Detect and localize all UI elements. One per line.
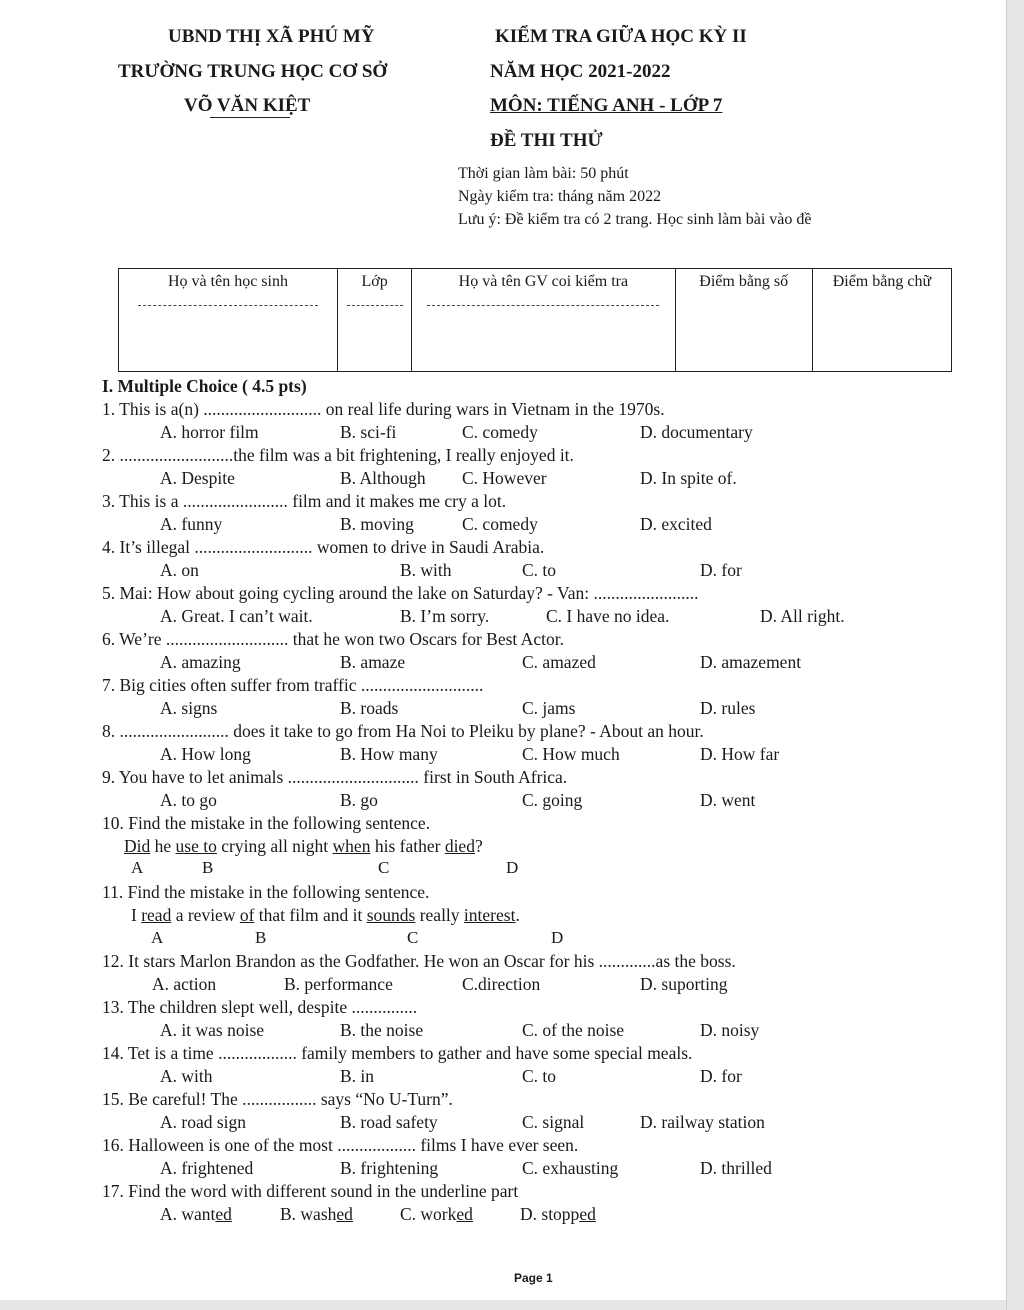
student-name-line	[138, 305, 318, 306]
exam-date: Ngày kiểm tra: tháng năm 2022	[458, 188, 662, 205]
q13-option-a[interactable]: A. it was noise	[160, 1020, 265, 1040]
q2-option-a[interactable]: A. Despite	[160, 468, 235, 488]
question-17: 17. Find the word with different sound in the underline part	[102, 1181, 519, 1201]
q14-option-c[interactable]: C. to	[522, 1066, 557, 1086]
q1-option-d[interactable]: D. documentary	[640, 422, 753, 442]
school-year: NĂM HỌC 2021-2022	[490, 61, 671, 82]
q14-option-a[interactable]: A. with	[160, 1066, 213, 1086]
q13-option-c[interactable]: C. of the noise	[522, 1020, 625, 1040]
section-title: I. Multiple Choice ( 4.5 pts)	[102, 376, 307, 396]
class-header: Lớp	[361, 273, 388, 290]
q8-option-b[interactable]: B. How many	[340, 744, 438, 764]
question-6: 6. We’re ............................ that he won two Oscars for Best Actor.	[102, 629, 564, 649]
question-13: 13. The children slept well, despite ...............	[102, 997, 418, 1017]
q6-option-c[interactable]: C. amazed	[522, 652, 596, 672]
q11-letter-d: D	[551, 928, 564, 947]
question-5: 5. Mai: How about going cycling around the lake on Saturday? - Van: ........................	[102, 583, 699, 603]
school-type: TRƯỜNG TRUNG HỌC CƠ SỞ	[118, 61, 388, 82]
q6-option-d[interactable]: D. amazement	[700, 652, 802, 672]
exam-type: ĐỀ THI THỬ	[490, 130, 603, 151]
q17-c-stem: C. work	[400, 1204, 457, 1224]
q10-letter-b: B	[202, 858, 214, 877]
question-4: 4. It’s illegal ........................... women to drive in Saudi Arabia.	[102, 537, 545, 557]
q11-text-0: I	[131, 905, 142, 925]
q12-option-b[interactable]: B. performance	[284, 974, 393, 994]
q15-option-d[interactable]: D. railway station	[640, 1112, 765, 1132]
q1-option-c[interactable]: C. comedy	[462, 422, 538, 442]
q17-a-ending: ed	[215, 1204, 232, 1224]
q17-d-ending: ed	[579, 1204, 596, 1224]
q11-letter-c: C	[407, 928, 419, 947]
q11-part-b[interactable]: of	[239, 905, 255, 925]
q15-option-c[interactable]: C. signal	[522, 1112, 585, 1132]
proctor-header: Họ và tên GV coi kiểm tra	[458, 273, 629, 290]
q11-part-d[interactable]: interest	[463, 905, 516, 925]
score-words-header: Điểm bằng chữ	[832, 273, 932, 290]
q10-part-a[interactable]: Did	[124, 836, 151, 856]
q11-sentence	[131, 905, 520, 926]
question-10: 10. Find the mistake in the following sentence.	[102, 813, 431, 833]
score-number-header: Điểm bằng số	[699, 273, 789, 290]
q14-option-b[interactable]: B. in	[340, 1066, 375, 1086]
q8-option-d[interactable]: D. How far	[700, 744, 780, 764]
q10-letter-c: C	[378, 858, 390, 877]
exam-title: KIỂM TRA GIỮA HỌC KỲ II	[495, 26, 747, 47]
question-9: 9. You have to let animals .............................. first in South Africa.	[102, 767, 568, 787]
q16-option-b[interactable]: B. frightening	[340, 1158, 439, 1178]
q5-option-c[interactable]: C. I have no idea.	[546, 606, 670, 626]
q5-option-b[interactable]: B. I’m sorry.	[400, 606, 490, 626]
school-underline	[210, 117, 290, 118]
question-12: 12. It stars Marlon Brandon as the Godfather. He won an Oscar for his .............as the boss.	[102, 951, 736, 971]
class-line	[347, 305, 403, 306]
q7-option-a[interactable]: A. signs	[160, 698, 218, 718]
q3-option-d[interactable]: D. excited	[640, 514, 712, 534]
score-number-cell[interactable]	[675, 269, 812, 372]
q7-option-b[interactable]: B. roads	[340, 698, 399, 718]
question-15: 15. Be careful! The ................. says “No U-Turn”.	[102, 1089, 453, 1109]
q5-option-a[interactable]: A. Great. I can’t wait.	[160, 606, 313, 626]
q17-option-b[interactable]	[280, 1204, 353, 1225]
q11-part-a[interactable]: read	[141, 905, 172, 925]
q12-option-d[interactable]: D. suporting	[640, 974, 728, 994]
q6-option-b[interactable]: B. amaze	[340, 652, 406, 672]
student-name-cell[interactable]	[119, 269, 338, 372]
score-words-cell[interactable]	[812, 269, 951, 372]
q4-option-d[interactable]: D. for	[700, 560, 742, 580]
q6-option-a[interactable]: A. amazing	[160, 652, 241, 672]
q16-option-c[interactable]: C. exhausting	[522, 1158, 619, 1178]
q9-option-c[interactable]: C. going	[522, 790, 583, 810]
q11-letter-a: A	[151, 928, 164, 947]
q4-option-b[interactable]: B. with	[400, 560, 452, 580]
q13-option-d[interactable]: D. noisy	[700, 1020, 760, 1040]
q9-option-d[interactable]: D. went	[700, 790, 756, 810]
q10-part-d[interactable]: died	[444, 836, 475, 856]
q8-option-c[interactable]: C. How much	[522, 744, 620, 764]
q15-option-a[interactable]: A. road sign	[160, 1112, 247, 1132]
q14-option-d[interactable]: D. for	[700, 1066, 742, 1086]
question-8: 8. ......................... does it take to go from Ha Noi to Pleiku by plane? - About an hour.	[102, 721, 704, 741]
subject: MÔN: TIẾNG ANH - LỚP 7	[490, 95, 723, 116]
q17-a-stem: A. want	[160, 1204, 216, 1224]
q3-option-a[interactable]: A. funny	[160, 514, 223, 534]
q5-option-d[interactable]: D. All right.	[760, 606, 845, 626]
question-7: 7. Big cities often suffer from traffic ............................	[102, 675, 484, 695]
q16-option-d[interactable]: D. thrilled	[700, 1158, 772, 1178]
question-16: 16. Halloween is one of the most .................. films I have ever seen.	[102, 1135, 579, 1155]
q2-option-c[interactable]: C. However	[462, 468, 547, 488]
q2-option-d[interactable]: D. In spite of.	[640, 468, 737, 488]
viewer-bottom-edge	[0, 1300, 1006, 1310]
q16-option-a[interactable]: A. frightened	[160, 1158, 254, 1178]
q17-option-a[interactable]	[160, 1204, 232, 1225]
school-name: VÕ VĂN KIỆT	[184, 95, 311, 116]
q15-option-b[interactable]: B. road safety	[340, 1112, 438, 1132]
question-2: 2. ..........................the film was a bit frightening, I really enjoyed it.	[102, 445, 574, 465]
q9-option-b[interactable]: B. go	[340, 790, 378, 810]
district-name: UBND THỊ XÃ PHÚ MỸ	[168, 26, 375, 47]
q10-text-2: crying all night	[216, 836, 333, 856]
q17-c-ending: ed	[456, 1204, 473, 1224]
q10-part-c[interactable]: when	[332, 836, 371, 856]
class-cell[interactable]	[337, 269, 411, 372]
duration: Thời gian làm bài: 50 phút	[458, 165, 629, 182]
question-14: 14. Tet is a time .................. family members to gather and have some special meals.	[102, 1043, 693, 1063]
q17-d-stem: D. stopp	[520, 1204, 580, 1224]
q17-option-d[interactable]	[520, 1204, 596, 1225]
q8-option-a[interactable]: A. How long	[160, 744, 251, 764]
q4-option-c[interactable]: C. to	[522, 560, 557, 580]
exam-note: Lưu ý: Đề kiểm tra có 2 trang. Học sinh làm bài vào đề	[458, 211, 812, 228]
q9-option-a[interactable]: A. to go	[160, 790, 217, 810]
question-1: 1. This is a(n) ........................... on real life during wars in Vietnam in the 1970s.	[102, 399, 665, 419]
q1-option-b[interactable]: B. sci-fi	[340, 422, 397, 442]
q4-option-a[interactable]: A. on	[160, 560, 199, 580]
q17-option-c[interactable]	[400, 1204, 473, 1225]
q2-option-b[interactable]: B. Although	[340, 468, 426, 488]
question-3: 3. This is a ........................ film and it makes me cry a lot.	[102, 491, 507, 511]
q10-sentence	[124, 836, 483, 857]
student-info-table	[118, 268, 952, 372]
q11-part-c[interactable]: sounds	[366, 905, 416, 925]
q10-letter-d: D	[506, 858, 519, 877]
q12-option-c[interactable]: C.direction	[462, 974, 541, 994]
q17-b-stem: B. wash	[280, 1204, 337, 1224]
q17-b-ending: ed	[336, 1204, 353, 1224]
q3-option-c[interactable]: C. comedy	[462, 514, 538, 534]
q7-option-c[interactable]: C. jams	[522, 698, 576, 718]
q10-text-1: he	[150, 836, 176, 856]
q1-option-a[interactable]: A. horror film	[160, 422, 259, 442]
q10-text-3: his father	[370, 836, 445, 856]
viewer-right-edge	[1006, 0, 1024, 1310]
student-name-header: Họ và tên học sinh	[167, 273, 288, 290]
q11-text-4: .	[515, 905, 520, 925]
q11-text-3: really	[415, 905, 464, 925]
q10-letter-a: A	[131, 858, 144, 877]
q10-text-4: ?	[474, 836, 483, 856]
q12-option-a[interactable]: A. action	[152, 974, 217, 994]
proctor-cell[interactable]	[412, 269, 675, 372]
q13-option-b[interactable]: B. the noise	[340, 1020, 424, 1040]
q11-text-2: that film and it	[254, 905, 367, 925]
q10-part-b[interactable]: use to	[175, 836, 217, 856]
proctor-line	[427, 305, 659, 306]
q7-option-d[interactable]: D. rules	[700, 698, 756, 718]
q11-letter-b: B	[255, 928, 267, 947]
q3-option-b[interactable]: B. moving	[340, 514, 414, 534]
question-11: 11. Find the mistake in the following sentence.	[102, 882, 430, 902]
q11-text-1: a review	[171, 905, 240, 925]
page-number: Page 1	[514, 1271, 553, 1285]
